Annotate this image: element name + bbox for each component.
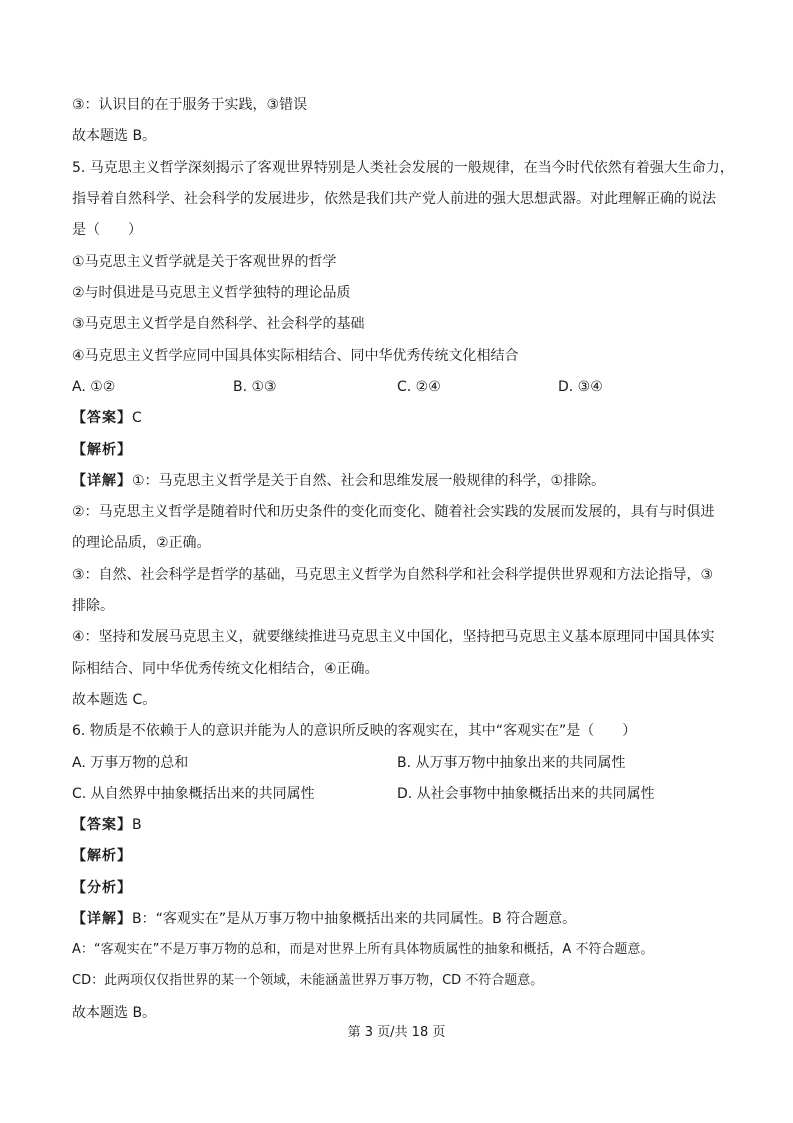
question-5-statement: ③马克思主义哲学是自然科学、社会科学的基础 bbox=[72, 316, 365, 332]
detail-tag: 【详解】 bbox=[72, 911, 132, 927]
answer-tag: 【答案】 bbox=[72, 817, 132, 833]
explanation-line: ②：马克思主义哲学是随着时代和历史条件的变化而变化、随着社会实践的发展而发展的，具有与时俱进 bbox=[72, 504, 715, 520]
analysis-tag: 【解析】 bbox=[72, 848, 132, 864]
question-5-option-b: B. ①③ bbox=[233, 379, 277, 395]
fenxi-tag: 【分析】 bbox=[72, 880, 132, 896]
question-6-answer bbox=[72, 816, 142, 834]
explanation-line bbox=[72, 910, 576, 928]
question-5-option-a: A. ①② bbox=[72, 379, 116, 395]
question-5-stem: 是（ ） bbox=[72, 222, 142, 238]
question-6-option-d: D. 从社会事物中抽象概括出来的共同属性 bbox=[397, 786, 655, 802]
question-5-answer bbox=[72, 409, 142, 427]
explanation-line: ④：坚持和发展马克思主义，就要继续推进马克思主义中国化，坚持把马克思主义基本原理同中国具体实 bbox=[72, 629, 715, 645]
explanation-line: CD：此两项仅仅指世界的某一个领域，未能涵盖世界万事万物，CD 不符合题意。 bbox=[72, 973, 544, 988]
explanation-line: A：“客观实在”不是万事万物的总和，而是对世界上所有具体物质属性的抽象和概括，A 不符合题意。 bbox=[72, 942, 654, 957]
answer-value: C bbox=[132, 410, 142, 426]
answer-tag: 【答案】 bbox=[72, 410, 132, 426]
explanation-line: 故本题选 B。 bbox=[72, 1005, 157, 1021]
explanation-line: 际相结合、同中华优秀传统文化相结合，④正确。 bbox=[72, 661, 379, 677]
answer-value: B bbox=[132, 817, 142, 833]
question-5-statement: ①马克思主义哲学就是关于客观世界的哲学 bbox=[72, 254, 337, 270]
page-footer: 第 3 页/共 18 页 bbox=[347, 1025, 446, 1040]
explanation-line bbox=[72, 472, 605, 490]
explanation-line: ③：自然、社会科学是哲学的基础，马克思主义哲学为自然科学和社会科学提供世界观和方法论指导，③ bbox=[72, 567, 714, 583]
analysis-tag: 【解析】 bbox=[72, 442, 132, 458]
question-6-stem: 6. 物质是不依赖于人的意识并能为人的意识所反映的客观实在，其中“客观实在”是（ ） bbox=[72, 723, 637, 739]
explanation-line: 的理论品质，②正确。 bbox=[72, 535, 211, 551]
explanation-line: 排除。 bbox=[72, 598, 114, 614]
question-5-stem: 指导着自然科学、社会科学的发展进步，依然是我们共产党人前进的强大思想武器。对此理解正确的说法 bbox=[72, 191, 716, 207]
question-5-option-c: C. ②④ bbox=[397, 379, 441, 395]
detail-tag: 【详解】 bbox=[72, 473, 132, 489]
text-line: ③：认识目的在于服务于实践，③错误 bbox=[72, 97, 308, 113]
question-5-statement: ④马克思主义哲学应同中国具体实际相结合、同中华优秀传统文化相结合 bbox=[72, 348, 519, 364]
detail-text: ①：马克思主义哲学是关于自然、社会和思维发展一般规律的科学，①排除。 bbox=[132, 473, 606, 489]
text-line: 故本题选 B。 bbox=[72, 128, 157, 144]
question-6-option-b: B. 从万事万物中抽象出来的共同属性 bbox=[397, 755, 626, 771]
question-5-stem: 5. 马克思主义哲学深刻揭示了客观世界特别是人类社会发展的一般规律，在当今时代依然有着强大生命力， bbox=[72, 160, 734, 176]
explanation-line: 故本题选 C。 bbox=[72, 692, 157, 708]
question-6-option-a: A. 万事万物的总和 bbox=[72, 755, 189, 771]
detail-text: B：“客观实在”是从万事万物中抽象概括出来的共同属性。B 符合题意。 bbox=[132, 911, 577, 927]
question-5-statement: ②与时俱进是马克思主义哲学独特的理论品质 bbox=[72, 285, 351, 301]
question-6-option-c: C. 从自然界中抽象概括出来的共同属性 bbox=[72, 786, 315, 802]
question-5-option-d: D. ③④ bbox=[558, 379, 603, 395]
